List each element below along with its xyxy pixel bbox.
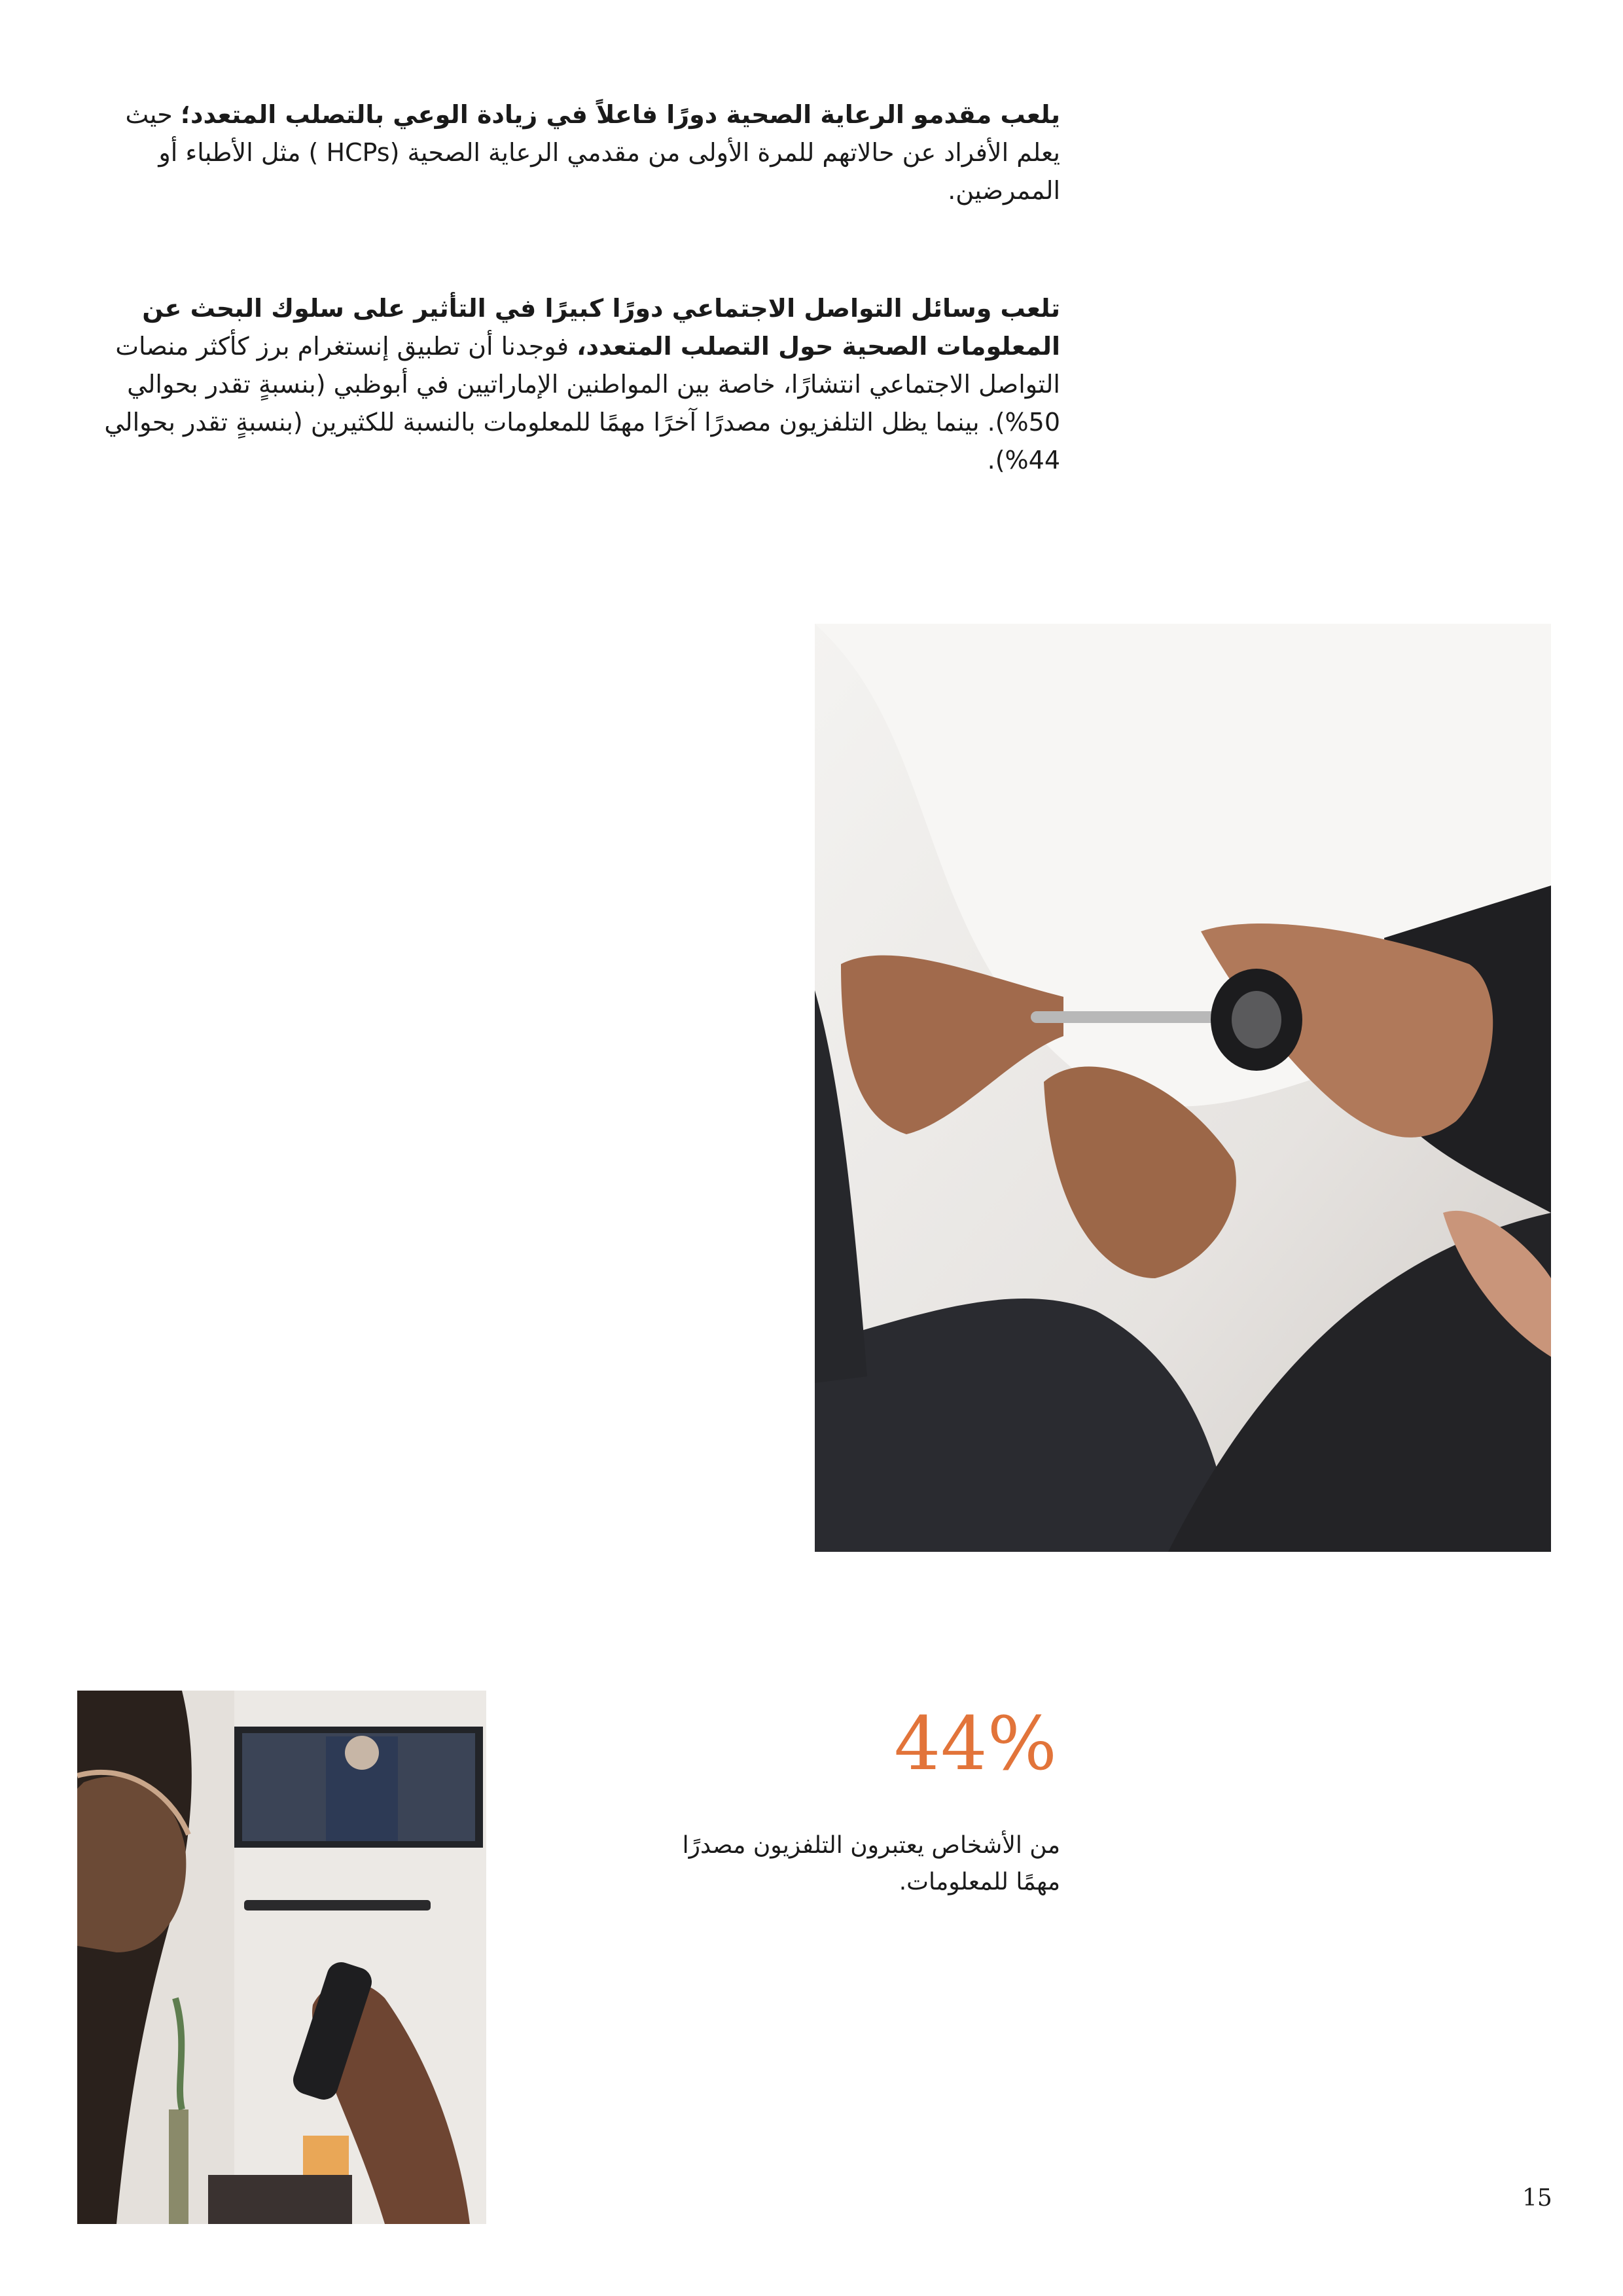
stat-percentage: 44%	[894, 1702, 1057, 1787]
social-media-paragraph	[75, 289, 1060, 479]
social-media-paragraph-text: فوجدنا أن تطبيق إنستغرام برز كأكثر منصات التواصل الاجتماعي انتشارًا، خاصة بين المواطنين الإماراتيين في أبوظبي (بنسبةٍ تقدر بحوالي 50%). بينما يظل التلفزيون مصدرًا آخرًا مهمًا للمعلومات بالنسبة للكثيرين (بنسبةٍ تقدر بحوالي 44%).	[104, 332, 1060, 475]
intro-paragraph-hcps	[75, 96, 1060, 209]
man-watching-tv-photo	[77, 1691, 486, 2224]
page-number: 15	[1522, 2185, 1552, 2212]
stat-caption: من الأشخاص يعتبرون التلفزيون مصدرًا مهمًا للمعلومات.	[682, 1832, 1060, 1895]
intro-paragraph-hcps-text: حيث يعلم الأفراد عن حالاتهم للمرة الأولى من مقدمي الرعاية الصحية (HCPs ) مثل الأطباء أو الممرضين.	[125, 100, 1060, 205]
intro-paragraph-hcps-bold: يلعب مقدمو الرعاية الصحية دورًا فاعلاً في زيادة الوعي بالتصلب المتعدد؛	[180, 100, 1060, 129]
social-media-paragraph-bold: تلعب وسائل التواصل الاجتماعي دورًا كبيرًا في التأثير على سلوك البحث عن المعلومات الصحية حول التصلب المتعدد،	[142, 294, 1060, 361]
doctor-reflex-hammer-photo	[815, 624, 1551, 1552]
